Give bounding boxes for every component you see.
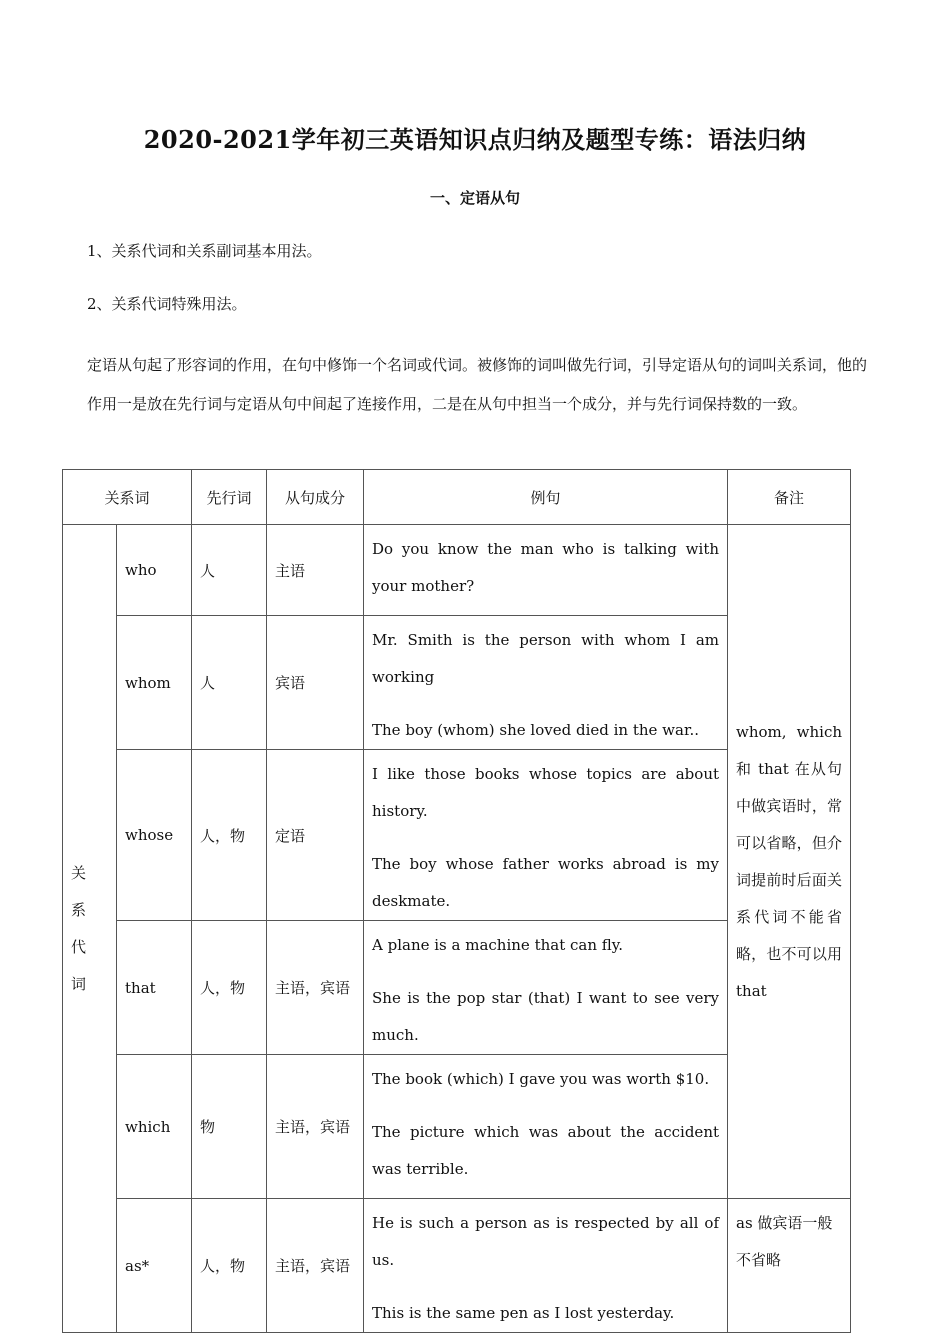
header-example: 例句 — [364, 470, 728, 525]
table-header-row — [63, 470, 851, 525]
example-sentence: The picture which was about the accident was terrible. — [372, 1123, 720, 1178]
word-cell: as* — [117, 1199, 192, 1333]
note-cell-as: as 做宾语一般不省略 — [728, 1199, 851, 1333]
word-cell: that — [117, 921, 192, 1055]
word-cell: whom — [117, 616, 192, 750]
header-antecedent: 先行词 — [192, 470, 267, 525]
antecedent-cell: 人 — [192, 525, 267, 616]
example-cell — [364, 525, 728, 616]
relative-pronoun-table — [62, 469, 851, 1333]
antecedent-cell: 物 — [192, 1055, 267, 1199]
example-sentence: He is such a person as is respected by all of us. — [372, 1214, 720, 1269]
header-clause-role: 从句成分 — [267, 470, 364, 525]
paragraph-2: 2、关系代词特殊用法。 — [87, 295, 247, 313]
paragraph-1: 1、关系代词和关系副词基本用法。 — [87, 242, 322, 260]
role-cell: 主语，宾语 — [267, 1199, 364, 1333]
table-row — [63, 1199, 851, 1333]
example-sentence: Do you know the man who is talking with your mother? — [372, 540, 720, 595]
example-sentence: The boy whose father works abroad is my deskmate. — [372, 855, 720, 910]
word-cell: who — [117, 525, 192, 616]
note-cell: whom, which和 that 在从句中做宾语时，常可以省略，但介词提前时后面关系代词不能省略，也不可以用 that — [728, 525, 851, 1199]
antecedent-cell: 人，物 — [192, 1199, 267, 1333]
word-cell: which — [117, 1055, 192, 1199]
example-cell — [364, 1199, 728, 1333]
role-cell: 主语，宾语 — [267, 1055, 364, 1199]
group-label: 关 系 代词 — [63, 525, 117, 1333]
antecedent-cell: 人 — [192, 616, 267, 750]
antecedent-cell: 人，物 — [192, 750, 267, 921]
antecedent-cell: 人，物 — [192, 921, 267, 1055]
role-cell: 主语 — [267, 525, 364, 616]
section-title: 一、定语从句 — [429, 189, 520, 207]
example-cell — [364, 1055, 728, 1199]
role-cell: 定语 — [267, 750, 364, 921]
example-sentence: She is the pop star (that) I want to see very much. — [372, 989, 720, 1044]
header-note: 备注 — [728, 470, 851, 525]
example-cell — [364, 921, 728, 1055]
role-cell: 宾语 — [267, 616, 364, 750]
role-cell: 主语，宾语 — [267, 921, 364, 1055]
example-cell — [364, 750, 728, 921]
table-row — [63, 525, 851, 616]
header-relative-word: 关系词 — [63, 470, 192, 525]
example-sentence: This is the same pen as I lost yesterday. — [372, 1304, 675, 1322]
example-cell — [364, 616, 728, 750]
document-title: 2020-2021学年初三英语知识点归纳及题型专练：语法归纳 — [143, 125, 807, 154]
example-sentence: I like those books whose topics are about history. — [372, 765, 720, 820]
example-sentence: Mr. Smith is the person with whom I am working — [372, 631, 720, 686]
example-sentence: The boy (whom) she loved died in the war.. — [372, 721, 700, 739]
word-cell: whose — [117, 750, 192, 921]
example-sentence: A plane is a machine that can fly. — [372, 936, 624, 954]
paragraph-3: 定语从句起了形容词的作用，在句中修饰一个名词或代词。被修饰的词叫做先行词，引导定语从句的词叫关系词，他的作用一是放在先行词与定语从句中间起了连接作用，二是在从句中担当一个成分，并与先行词保持数的一致。 — [87, 356, 868, 413]
example-sentence: The book (which) I gave you was worth $10. — [372, 1070, 710, 1088]
